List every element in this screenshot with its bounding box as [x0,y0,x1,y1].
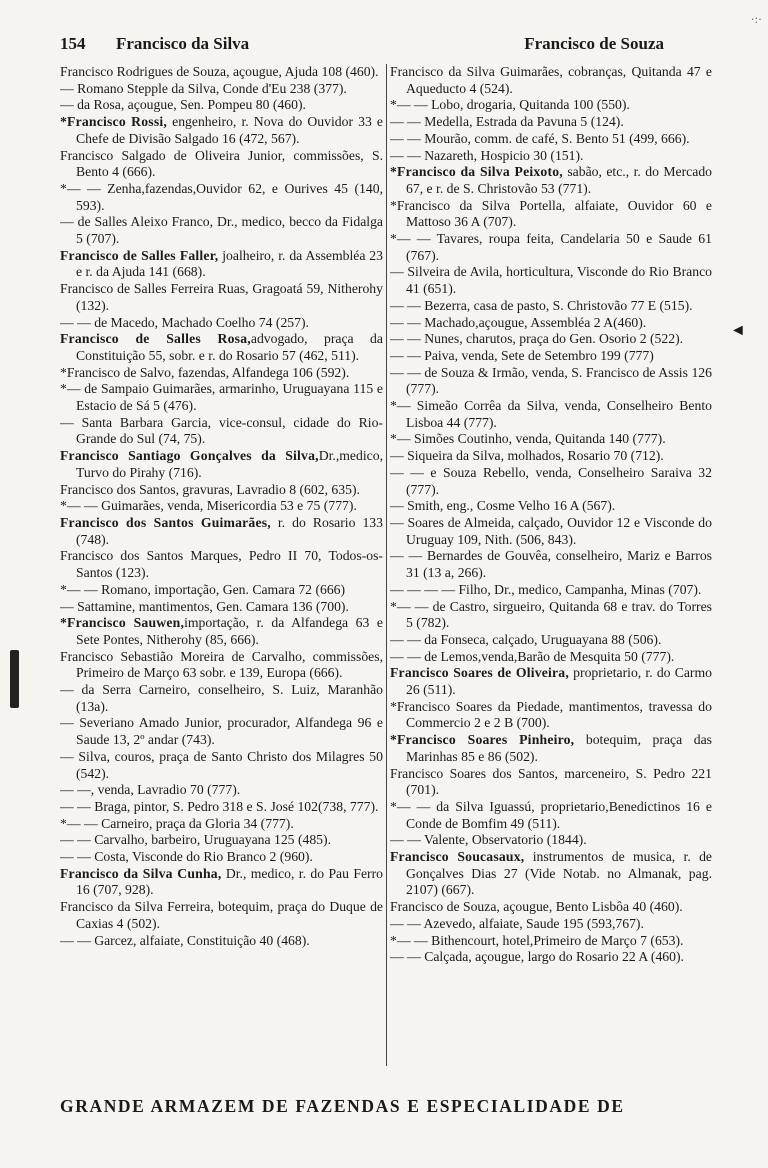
directory-entry [390,665,712,698]
entry-text: *— — Guimarães, venda, Misericordia 53 e 75 (777). [60,498,357,514]
entry-text: engenheiro, r. Nova do Ouvidor 33 e Chefe de Divisão Salgado 16 (472, 567). [76,114,383,146]
footer-advertisement: GRANDE ARMAZEM DE FAZENDAS E ESPECIALIDADE DE [60,1096,625,1116]
entry-text: — Silveira de Avila, horticultura, Visconde do Rio Branco 41 (651). [390,264,712,297]
entry-name: Francisco Soares de Oliveira, [390,665,569,681]
entry-text: — — da Fonseca, calçado, Uruguayana 88 (506). [390,631,662,647]
directory-entry [60,615,383,648]
directory-entry [390,632,712,649]
entry-text: — — Bezerra, casa de pasto, S. Christovão 77 E (515). [390,297,693,313]
directory-entry [390,131,712,148]
directory-entry [60,515,383,548]
directory-entry [390,916,712,933]
entry-text: — — Carvalho, barbeiro, Uruguayana 125 (485). [60,832,332,848]
directory-entry [60,849,383,866]
entry-text: Francisco dos Santos, gravuras, Lavradio 8 (602, 635). [60,481,360,497]
entry-text: advogado, praça da Constituição 55, sobr. e r. do Rosario 57 (462, 511). [76,331,383,363]
directory-entry [390,699,712,732]
entry-name: Francisco Soucasaux, [390,849,525,865]
entry-text: Francisco Rodrigues de Souza, açougue, Ajuda 108 (460). [60,64,379,79]
directory-entry [390,832,712,849]
directory-entry [390,398,712,431]
page-header [60,34,740,56]
entry-text: Francisco de Souza, açougue, Bento Lisbôa 40 (460). [390,899,683,915]
entry-text: *Francisco da Silva Portella, alfaiate, Ouvidor 60 e Mattoso 36 A (707). [390,197,712,230]
directory-entry [390,365,712,398]
directory-entry [390,649,712,666]
entry-text: instrumentos de musica, r. de Gonçalves Dias 27 (Vide Notab. no Almanak, pag. 2107) (667). [406,849,712,898]
directory-entry [390,498,712,515]
directory-entry [390,298,712,315]
directory-entry [60,148,383,181]
directory-entry [390,799,712,832]
entry-text: — — Braga, pintor, S. Pedro 318 e S. José 102(738, 777). [60,798,379,814]
entry-text: — Soares de Almeida, calçado, Ouvidor 12 e Visconde do Uruguay 109, Nith. (506, 843). [390,514,712,547]
directory-entry [390,582,712,599]
page-number: 154 [60,34,86,53]
entry-text: — Severiano Amado Junior, procurador, Alfandega 96 e Saude 13, 2º andar (743). [60,715,383,748]
entry-text: — — de Souza & Irmão, venda, S. Francisco de Assis 126 (777). [390,364,712,397]
entry-text: *— Simeão Corrêa da Silva, venda, Conselheiro Bento Lisboa 44 (777). [390,398,712,430]
directory-entry [60,81,383,98]
directory-entry [390,899,712,916]
entry-text: *— — Bithencourt, hotel,Primeiro de Março 7 (653). [390,932,684,948]
entry-text: — — Medella, Estrada da Pavuna 5 (124). [390,114,624,130]
entry-text: *— — da Silva Iguassú, proprietario,Benedictinos 16 e Conde de Bomfim 49 (511). [390,798,712,831]
directory-entry [390,766,712,799]
directory-entry [60,181,383,214]
directory-entry [60,482,383,499]
directory-entry [60,899,383,932]
entry-text: *— — Zenha,fazendas,Ouvidor 62, e Ourives 45 (140, 593). [60,180,383,213]
entry-text: Francisco dos Santos Marques, Pedro II 70, Todos-os-Santos (123). [60,548,383,581]
directory-entry [60,866,383,899]
entry-text: — —, venda, Lavradio 70 (777). [60,782,241,798]
entry-text: — — Bernardes de Gouvêa, conselheiro, Mariz e Barros 31 (13 a, 266). [390,548,712,581]
entry-text: botequim, praça das Marinhas 85 e 86 (502). [406,732,712,764]
directory-entry [390,97,712,114]
directory-entry [60,381,383,414]
directory-entry [390,348,712,365]
directory-entry [60,315,383,332]
entry-text: — de Salles Aleixo Franco, Dr., medico, becco da Fidalga 5 (707). [60,214,383,247]
entry-text: joalheiro, r. da Assembléa 23 e r. da Ajuda 141 (668). [76,247,383,280]
entry-text: sabão, etc., r. do Mercado 67, e r. de S. Christovão 53 (771). [406,164,712,196]
entry-text: — Sattamine, mantimentos, Gen. Camara 136 (700). [60,598,349,614]
directory-entry [60,682,383,715]
directory-entry [390,548,712,581]
entry-text: Dr., medico, r. do Pau Ferro 16 (707, 928). [76,865,383,898]
entry-name: *Francisco Rossi, [60,114,167,130]
directory-entry [390,114,712,131]
entry-text: Francisco Salgado de Oliveira Junior, commissões, S. Bento 4 (666). [60,147,383,180]
directory-entry [60,832,383,849]
directory-entry [390,64,712,97]
entry-text: — Romano Stepple da Silva, Conde d'Eu 238 (377). [60,80,347,96]
directory-entry [60,114,383,147]
directory-entry [60,582,383,599]
entry-text: Francisco da Silva Guimarães, cobranças, Quitanda 47 e Aqueducto 4 (524). [390,64,712,96]
entry-text: — — — — Filho, Dr., medico, Campanha, Minas (707). [390,581,702,597]
directory-entry [60,816,383,833]
directory-entry [390,933,712,950]
entry-name: Francisco Santiago Gonçalves da Silva, [60,448,319,464]
entry-name: *Francisco da Silva Peixoto, [390,164,563,180]
right-column [390,64,712,1064]
directory-entry [60,715,383,748]
directory-entry [390,264,712,297]
entry-text: r. do Rosario 133 (748). [76,514,383,547]
entry-text: *— — Tavares, roupa feita, Candelaria 50 e Saude 61 (767). [390,231,712,263]
directory-entry [390,198,712,231]
entry-name: Francisco dos Santos Guimarães, [60,514,271,530]
entry-text: — — Nazareth, Hospicio 30 (151). [390,147,584,163]
entry-text: Dr.,medico, Turvo do Pirahy (716). [76,448,383,480]
entry-text: — Smith, eng., Cosme Velho 16 A (567). [390,498,616,514]
entry-text: — — Garcez, alfaiate, Constituição 40 (468). [60,932,310,948]
directory-entry [60,365,383,382]
entry-text: — — de Macedo, Machado Coelho 74 (257). [60,314,309,330]
entry-name: Francisco de Salles Faller, [60,247,219,263]
directory-entry [60,97,383,114]
entry-text: — — Costa, Visconde do Rio Branco 2 (960). [60,849,313,865]
column-divider [386,64,387,1066]
entry-text: — — Machado,açougue, Assembléa 2 A(460). [390,314,647,330]
entry-text: — Silva, couros, praça de Santo Christo dos Milagres 50 (542). [60,748,383,781]
directory-entry [390,849,712,899]
directory-entry [390,732,712,765]
entry-text: — — Azevedo, alfaiate, Saude 195 (593,767). [390,915,644,931]
directory-entry [60,331,383,364]
directory-entry [60,415,383,448]
entry-text: *Francisco de Salvo, fazendas, Alfandega 106 (592). [60,364,350,380]
directory-entry [60,933,383,950]
entry-text: *— — Carneiro, praça da Gloria 34 (777). [60,815,294,831]
margin-arrow-icon: ◄ [730,322,746,339]
directory-entry [60,782,383,799]
directory-entry [60,599,383,616]
directory-entry [60,548,383,581]
directory-entry [390,599,712,632]
entry-text: *— — Lobo, drogaria, Quitanda 100 (550). [390,97,630,113]
directory-entry [60,64,383,81]
entry-text: — — Calçada, açougue, largo do Rosario 22 A (460). [390,949,684,965]
entry-text: *— de Sampaio Guimarães, armarinho, Uruguayana 115 e Estacio de Sá 5 (476). [60,381,383,414]
directory-entry [390,465,712,498]
entry-text: — Siqueira da Silva, molhados, Rosario 70 (712). [390,448,664,464]
directory-entry [390,148,712,165]
entry-text: importação, r. da Alfandega 63 e Sete Pontes, Nitherohy (85, 666). [76,615,383,647]
entry-text: — — e Souza Rebello, venda, Conselheiro Saraiva 32 (777). [390,464,712,497]
entry-text: — — Mourão, comm. de café, S. Bento 51 (499, 666). [390,130,690,146]
directory-entry [390,315,712,332]
left-running-head: Francisco da Silva [116,34,250,53]
entry-text: Francisco de Salles Ferreira Ruas, Gragoatá 59, Nitherohy (132). [60,281,383,313]
entry-text: — da Rosa, açougue, Sen. Pompeu 80 (460). [60,97,306,113]
directory-entry [390,515,712,548]
directory-entry [60,248,383,281]
left-column [60,64,383,1064]
directory-entry [60,281,383,314]
right-running-head: Francisco de Souza [524,34,664,53]
entry-text: *— Simões Coutinho, venda, Quitanda 140 (777). [390,431,666,447]
directory-entry [60,498,383,515]
directory-entry [390,164,712,197]
entry-text: Francisco da Silva Ferreira, botequim, praça do Duque de Caxias 4 (502). [60,899,383,931]
entry-text: Francisco Sebastião Moreira de Carvalho, commissões, Primeiro de Março 63 sobr. e 139, Europa (666). [60,648,383,681]
entry-text: — — Valente, Observatorio (1844). [390,832,587,848]
directory-entry [60,749,383,782]
entry-name: *Francisco Sauwen, [60,615,185,631]
scan-speck: ·:· [750,12,762,26]
directory-entry [390,331,712,348]
directory-entry [60,799,383,816]
entry-name: Francisco da Silva Cunha, [60,865,222,881]
directory-entry [390,231,712,264]
directory-entry [60,214,383,247]
entry-text: *— — Romano, importação, Gen. Camara 72 (666) [60,581,346,597]
entry-name: *Francisco Soares Pinheiro, [390,732,575,748]
directory-entry [390,949,712,966]
entry-text: — — de Lemos,venda,Barão de Mesquita 50 (777). [390,648,675,664]
entry-name: Francisco de Salles Rosa, [60,331,251,347]
entry-text: Francisco Soares dos Santos, marceneiro, S. Pedro 221 (701). [390,765,712,798]
entry-text: — — Nunes, charutos, praça do Gen. Osorio 2 (522). [390,331,684,347]
entry-text: proprietario, r. do Carmo 26 (511). [406,665,712,698]
directory-entry [390,431,712,448]
entry-text: — da Serra Carneiro, conselheiro, S. Luiz, Maranhão (13a). [60,682,383,714]
directory-entry [390,448,712,465]
entry-text: — — Paiva, venda, Sete de Setembro 199 (777) [390,347,654,363]
entry-text: *Francisco Soares da Piedade, mantimentos, travessa do Commercio 2 e 2 B (700). [390,698,712,731]
margin-ink-mark [10,650,19,708]
entry-text: — Santa Barbara Garcia, vice-consul, cidade do Rio-Grande do Sul (74, 75). [60,414,383,447]
directory-entry [60,649,383,682]
entry-text: *— — de Castro, sirgueiro, Quitanda 68 e trav. do Torres 5 (782). [390,598,712,631]
directory-entry [60,448,383,481]
